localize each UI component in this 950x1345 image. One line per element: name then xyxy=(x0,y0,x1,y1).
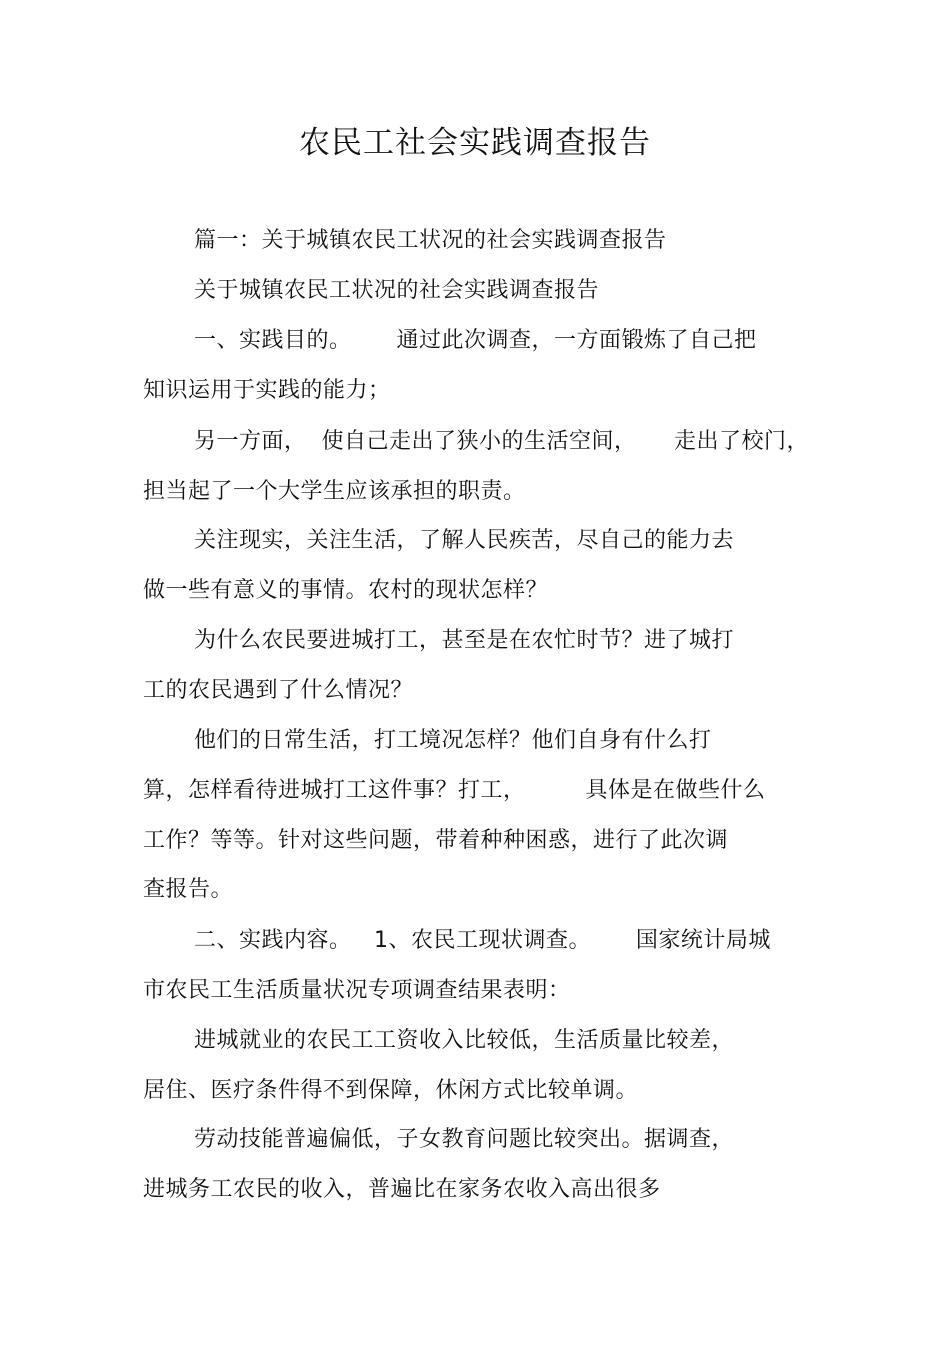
text-line: 进城务工农民的收入，普遍比在家务农收入高出很多 xyxy=(143,1177,661,1202)
text-line: 关于城镇农民工状况的社会实践调查报告 xyxy=(194,278,600,303)
text-line: 他们的日常生活，打工境况怎样？他们自身有什么打 xyxy=(194,728,712,753)
text-line: 担当起了一个大学生应该承担的职责。 xyxy=(143,479,526,504)
text-line: 查报告。 xyxy=(143,877,234,902)
text-line: 劳动技能普遍偏低，子女教育问题比较突出。据调查， xyxy=(194,1127,735,1152)
text-line: 关注现实，关注生活，了解人民疾苦，尽自己的能力去 xyxy=(194,528,735,553)
text-line: 二、实践内容。 1、农民工现状调查。 国家统计局城 xyxy=(194,928,771,953)
text-line: 进城就业的农民工工资收入比较低，生活质量比较差， xyxy=(194,1028,735,1053)
text-line: 篇一：关于城镇农民工状况的社会实践调查报告 xyxy=(194,228,667,253)
text-line: 工作？等等。针对这些问题，带着种种困惑，进行了此次调 xyxy=(143,828,729,853)
text-line: 为什么农民要进城打工，甚至是在农忙时节？进了城打 xyxy=(194,628,735,653)
text-line: 另一方面， 使自己走出了狭小的生活空间， 走出了校门， xyxy=(194,429,809,454)
document-title: 农民工社会实践调查报告 xyxy=(299,125,651,161)
text-line: 市农民工生活质量状况专项调查结果表明： xyxy=(143,978,571,1003)
text-line: 做一些有意义的事情。农村的现状怎样？ xyxy=(143,578,549,603)
text-line: 知识运用于实践的能力； xyxy=(143,378,391,403)
text-line: 居住、医疗条件得不到保障，休闲方式比较单调。 xyxy=(143,1078,639,1103)
text-line: 工的农民遇到了什么情况？ xyxy=(143,678,414,703)
text-line: 一、实践目的。 通过此次调查，一方面锻炼了自己把 xyxy=(194,328,757,353)
text-line: 算，怎样看待进城打工这件事？打工， 具体是在做些什么 xyxy=(143,778,766,803)
